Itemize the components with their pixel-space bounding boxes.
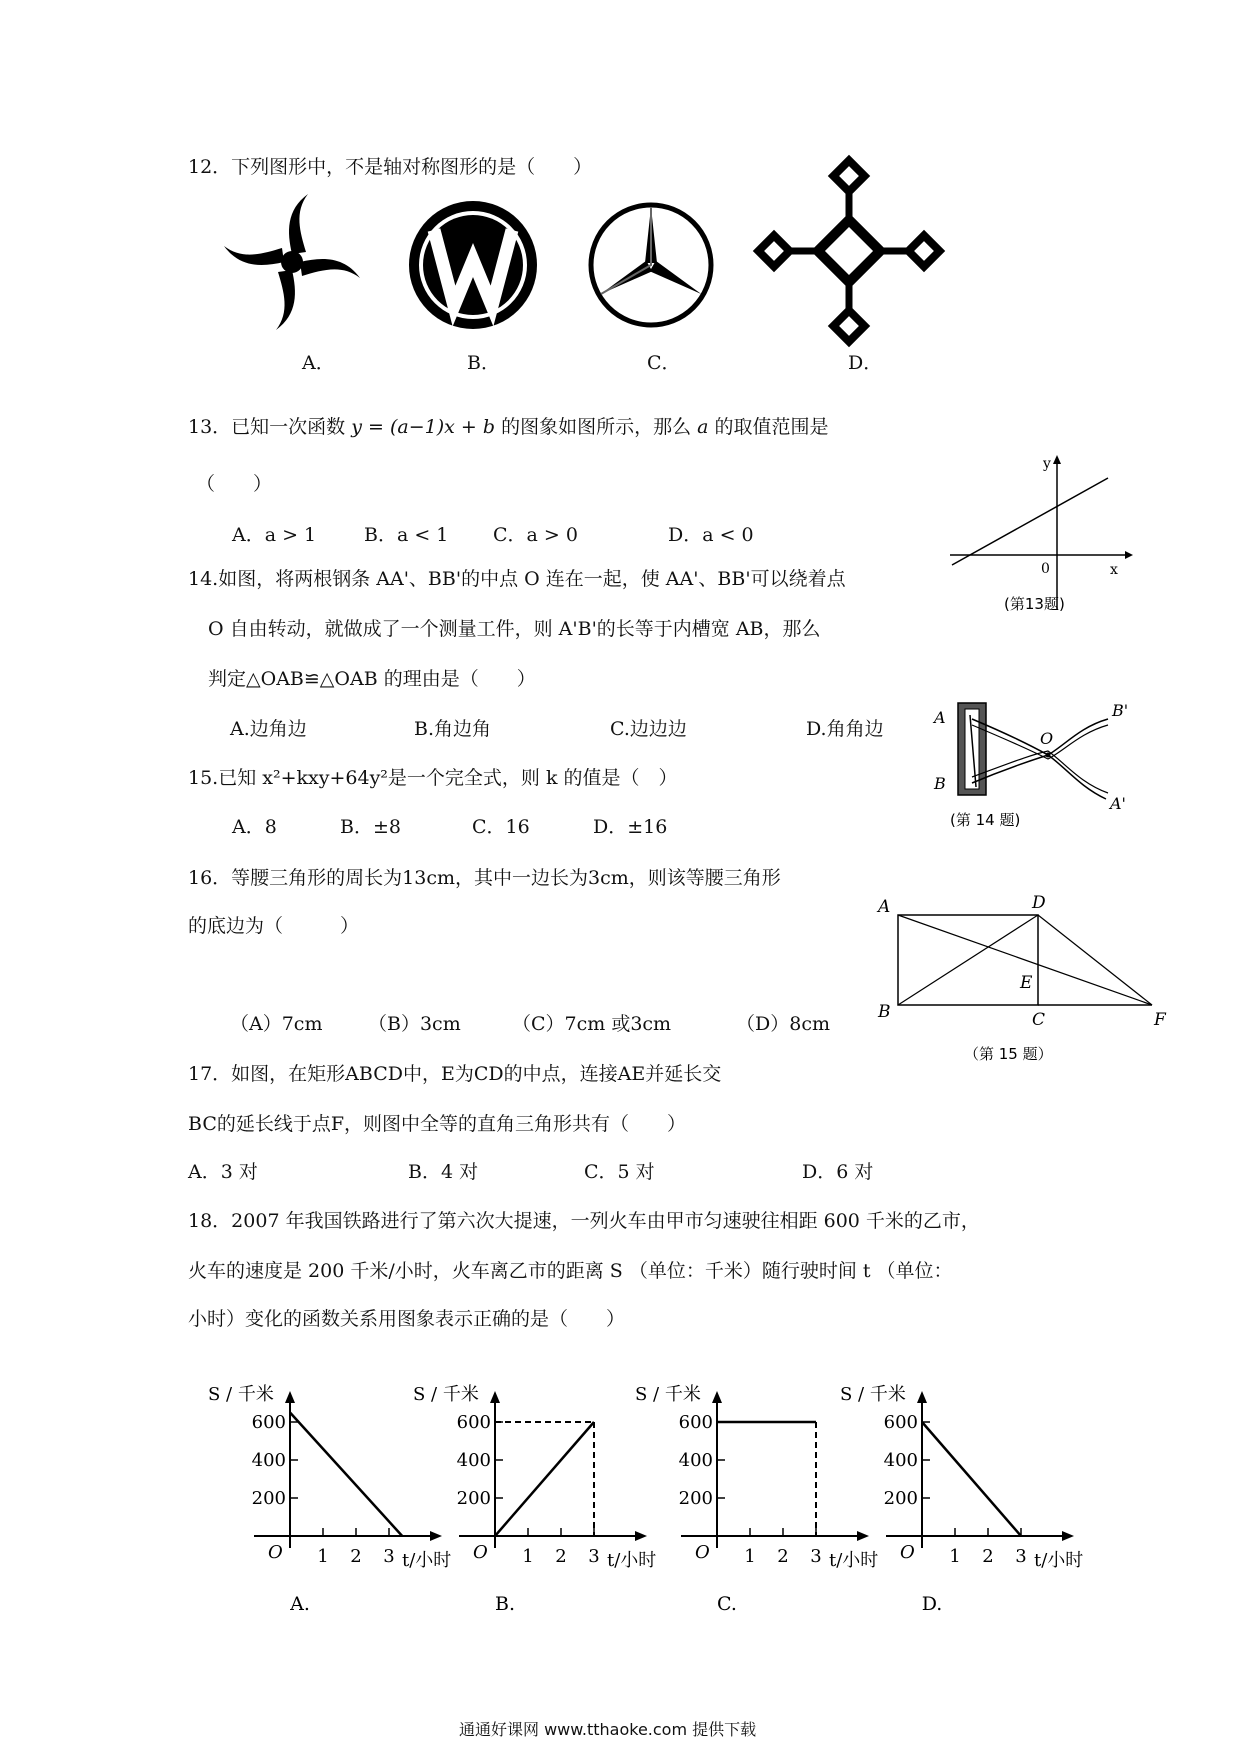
q16-line1: 16．等腰三角形的周长为13cm，其中一边长为3cm，则该等腰三角形: [188, 867, 781, 889]
x-tick-label: 2: [555, 1546, 567, 1567]
q18-graph-a: [200, 1384, 452, 1615]
x-axis-label: t/小时: [607, 1550, 657, 1571]
origin-label: O: [268, 1542, 283, 1563]
x-tick-label: 3: [810, 1546, 822, 1567]
q12-option-d: D．: [848, 352, 883, 374]
q16-option-c: （C）7cm 或3cm: [512, 1013, 672, 1035]
q14-caption: (第 14 题): [950, 811, 1021, 829]
q15-label-b: B: [878, 1002, 891, 1022]
page-footer: 通通好课网 www.tthaoke.com 提供下载: [459, 1720, 757, 1739]
y-tick-label: 200: [251, 1488, 286, 1509]
q13-variable: a: [697, 416, 709, 438]
q18-line3: 小时）变化的函数关系用图象表示正确的是（ ）: [188, 1308, 626, 1330]
q14-label-b: B: [934, 774, 946, 793]
q18-line2: 火车的速度是 200 千米/小时，火车离乙市的距离 S （单位：千米）随行驶时间 t （单位：: [188, 1260, 953, 1282]
q12-stem: 12．下列图形中，不是轴对称图形的是（ ）: [188, 156, 593, 178]
option-label: A.: [290, 1593, 310, 1615]
q13-equation: y = (a−1)x + b: [351, 416, 496, 438]
q18-graph-d: [832, 1384, 1084, 1615]
series-line: [495, 1422, 594, 1536]
y-axis-label: S / 千米: [208, 1384, 274, 1405]
q14-option-b: B.角边角: [414, 718, 492, 740]
x-axis-label: t/小时: [402, 1550, 452, 1571]
q17-option-d: D．6 对: [802, 1161, 874, 1183]
q14-line1: 14.如图，将两根钢条 AA'、BB'的中点 O 连在一起，使 AA'、BB'可以绕着点: [188, 568, 846, 590]
q12-option-c: C．: [647, 352, 681, 374]
origin-label: O: [900, 1542, 915, 1563]
q14-line3: 判定△OAB≌△OAB 的理由是（ ）: [208, 668, 536, 690]
y-tick-label: 400: [251, 1450, 286, 1471]
q17-line1: 17．如图，在矩形ABCD中，E为CD的中点，连接AE并延长交: [188, 1063, 722, 1085]
q14-tool-figure: [930, 695, 1140, 830]
option-label: C.: [717, 1593, 737, 1615]
q16-line2: 的底边为（ ）: [188, 915, 360, 937]
q13-option-d: D．a < 0: [668, 524, 754, 546]
q15-rectangle-figure: [872, 890, 1177, 1070]
pinwheel-figure: [222, 192, 362, 332]
x-tick-label: 2: [350, 1546, 362, 1567]
y-tick-label: 200: [456, 1488, 491, 1509]
x-tick-label: 2: [777, 1546, 789, 1567]
q13-option-c: C．a > 0: [493, 524, 578, 546]
q15-label-d: D: [1032, 893, 1046, 913]
q14-line2: O 自由转动，就做成了一个测量工件，则 A'B'的长等于内槽宽 AB，那么: [208, 618, 821, 640]
q13-option-a: A．a > 1: [232, 524, 317, 546]
q14-option-c: C.边边边: [610, 718, 687, 740]
x-tick-label: 2: [982, 1546, 994, 1567]
q15-label-f: F: [1154, 1010, 1166, 1030]
x-axis-label: t/小时: [829, 1550, 879, 1571]
q16-option-a: （A）7cm: [230, 1013, 323, 1035]
option-label: B.: [494, 1593, 516, 1615]
q13-stem-b: 的图象如图所示，那么: [501, 416, 692, 438]
q17-option-a: A．3 对: [188, 1161, 258, 1183]
series-line: [922, 1422, 1021, 1536]
q16-option-b: （B）3cm: [368, 1013, 461, 1035]
series-line: [290, 1413, 402, 1537]
q15-option-c: C．16: [472, 816, 530, 838]
q15-caption: （第 15 题）: [964, 1045, 1053, 1063]
q17-line2: BC的延长线于点F，则图中全等的直角三角形共有（ ）: [188, 1113, 687, 1135]
vw-logo-figure: [406, 198, 540, 332]
y-axis-label: S / 千米: [840, 1384, 906, 1405]
y-tick-label: 400: [456, 1450, 491, 1471]
y-tick-label: 600: [456, 1412, 491, 1433]
q13-caption: (第13题): [1004, 595, 1065, 613]
q14-option-d: D.角角边: [806, 718, 884, 740]
x-tick-label: 1: [744, 1546, 756, 1567]
y-axis-arrow: [917, 1391, 927, 1403]
q13-y-label: y: [1043, 456, 1051, 472]
q12-option-a: A．: [302, 352, 335, 374]
y-tick-label: 200: [883, 1488, 918, 1509]
y-tick-label: 600: [883, 1412, 918, 1433]
q12-option-b: B．: [467, 352, 500, 374]
y-tick-label: 600: [678, 1412, 713, 1433]
x-axis-label: t/小时: [1034, 1550, 1084, 1571]
graph-body: [413, 1384, 656, 1615]
mercedes-logo-figure: [586, 200, 716, 330]
q13-paren: （ ）: [196, 473, 273, 495]
q15-option-b: B．±8: [340, 816, 401, 838]
q15-label-e: E: [1020, 973, 1033, 993]
x-tick-label: 3: [588, 1546, 600, 1567]
q18-graph-b: [405, 1384, 657, 1615]
graph-body: [840, 1384, 1083, 1615]
x-tick-label: 3: [383, 1546, 395, 1567]
q14-option-a: A.边角边: [230, 718, 307, 740]
q13-option-b: B．a < 1: [364, 524, 449, 546]
y-tick-label: 200: [678, 1488, 713, 1509]
q15-option-d: D．±16: [593, 816, 668, 838]
y-tick-label: 400: [883, 1450, 918, 1471]
q13-stem: [188, 415, 829, 439]
x-tick-label: 1: [317, 1546, 329, 1567]
x-tick-label: 1: [949, 1546, 961, 1567]
q18-graph-c: [627, 1384, 879, 1615]
q13-stem-c: 的取值范围是: [714, 416, 829, 438]
x-axis-arrow: [1062, 1531, 1074, 1541]
q13-stem-a: 13．已知一次函数: [188, 416, 346, 438]
y-axis-label: S / 千米: [635, 1384, 701, 1405]
q14-label-b-prime: B': [1112, 701, 1129, 720]
y-axis-arrow: [285, 1391, 295, 1403]
origin-label: O: [695, 1542, 710, 1563]
q14-label-o: O: [1040, 729, 1054, 748]
q17-option-c: C．5 对: [584, 1161, 655, 1183]
q13-graph-figure: [940, 450, 1140, 625]
q17-option-b: B．4 对: [408, 1161, 479, 1183]
q14-label-a-prime: A': [1110, 794, 1126, 813]
q16-option-d: （D）8cm: [736, 1013, 830, 1035]
diamond-cross-figure: [756, 158, 942, 344]
y-axis-arrow: [712, 1391, 722, 1403]
option-label: D.: [921, 1593, 943, 1615]
y-tick-label: 400: [678, 1450, 713, 1471]
origin-label: O: [473, 1542, 488, 1563]
q15-stem: 15.已知 x²+kxy+64y²是一个完全式，则 k 的值是（ ）: [188, 767, 678, 789]
q13-origin-label: 0: [1041, 561, 1050, 577]
q15-label-c: C: [1032, 1010, 1046, 1030]
y-tick-label: 600: [251, 1412, 286, 1433]
x-tick-label: 1: [522, 1546, 534, 1567]
q18-line1: 18．2007 年我国铁路进行了第六次大提速，一列火车由甲市匀速驶往相距 600 千米的乙市，: [188, 1210, 980, 1232]
q15-option-a: A．8: [232, 816, 277, 838]
y-axis-label: S / 千米: [413, 1384, 479, 1405]
q13-x-label: x: [1110, 562, 1118, 578]
q14-label-a: A: [934, 708, 946, 727]
x-tick-label: 3: [1015, 1546, 1027, 1567]
y-axis-arrow: [490, 1391, 500, 1403]
q15-label-a: A: [878, 897, 891, 917]
